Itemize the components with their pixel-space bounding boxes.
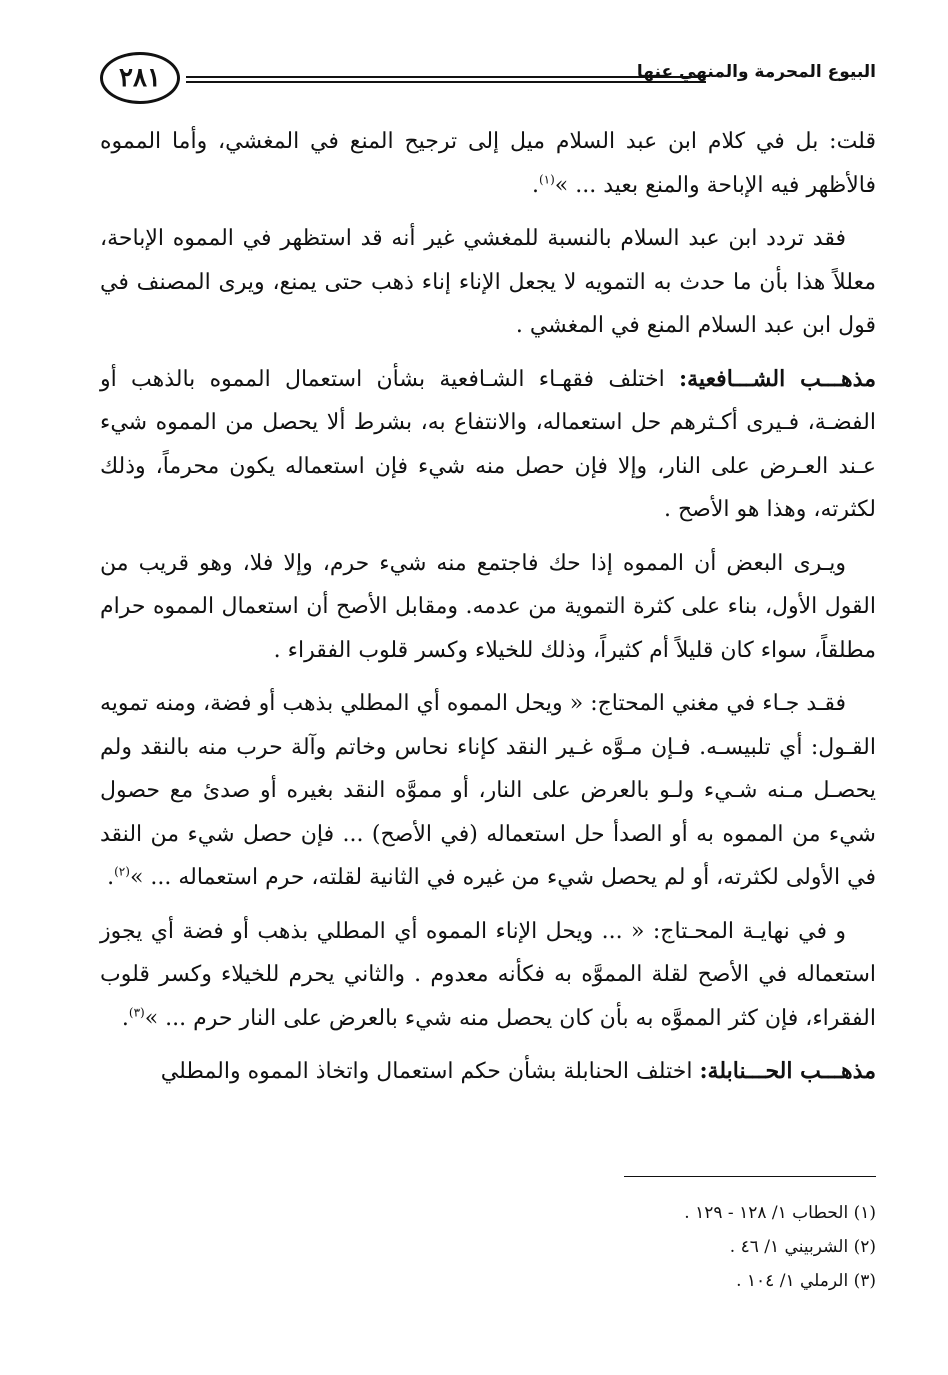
paragraph-text: اختلف الحنابلة بشأن حكم استعمال واتخاذ المموه والمطلي <box>160 1059 700 1084</box>
paragraph-1 <box>100 120 876 207</box>
section-heading-hanbali: مذهـــب الحـــنابلة: <box>699 1058 876 1084</box>
footnotes <box>476 1196 876 1298</box>
paragraph-tail: . <box>121 1005 129 1031</box>
footnote-marker: (١) <box>538 172 555 187</box>
page-header <box>100 48 876 110</box>
section-heading-shafii: مذهـــب الشـــافعية: <box>679 365 876 392</box>
paragraph-tail: . <box>531 172 539 198</box>
paragraph-3 <box>100 358 876 532</box>
paragraph-text: قلت: بل في كلام ابن عبد السلام ميل إلى ترجيح المنع في المغشي، وأما المموه فالأظهر فيه الإباحة والمنع بعيد ... » <box>100 129 876 198</box>
paragraph-text: فقد تردد ابن عبد السلام بالنسبة للمغشي غير أنه قد استظهر في المموه الإباحة، معللاً هذا بأن ما حدث به التمويه لا يجعل الإناء إناء ذهب حتى يمنع، ويرى المصنف في قول ابن عبد السلام المنع في المغشي . <box>100 226 876 338</box>
paragraph-6 <box>100 910 876 1041</box>
paragraph-5 <box>100 682 876 900</box>
footnote-separator <box>624 1176 876 1177</box>
page-number: ٢٨١ <box>100 52 180 104</box>
paragraph-text: فقـد جـاء في مغني المحتاج: « ويحل المموه أي المطلي بذهب أو فضة، ومنه تمويه القـول: أي تلبيسـه. فـإن مـوَّه غـير النقد كإناء نحاس وخاتم وآلة حرب منه بالنقد ولم يحصـل مـنه شـيء ولـو بالعرض على النار، أو مموَّه النقد بغيره أو صدئ مع حصول شيء من المموه به أو الصدأ حل استعماله (في الأصح) ... فإن حصل شيء من النقد في الأولى لكثرته، أو لم يحصل شيء من غيره في الثانية لقلته، حرم استعماله ... » <box>100 691 876 890</box>
paragraph-tail: . <box>107 865 115 890</box>
footnote-marker: (٢) <box>114 864 130 879</box>
footnote-marker: (٣) <box>128 1005 145 1020</box>
footnote-1: (١) الحطاب ١/ ١٢٨ - ١٢٩ . <box>684 1203 876 1223</box>
paragraph-4 <box>100 542 876 673</box>
header-double-rule <box>186 76 706 83</box>
paragraph-text: و في نهايـة المحـتاج: « ... ويحل الإناء المموه أي المطلي بذهب أو فضة أي يجوز استعماله في الأصح لقلة المموَّه به فكأنه معدوم . والثاني يحرم للخيلاء وكسر قلوب الفقراء، فإن كثر المموَّه به بأن كان يحصل منه شيء بالعرض على النار حرم ... » <box>100 918 876 1031</box>
footnote-2: (٢) الشربيني ١/ ٤٦ . <box>729 1237 876 1257</box>
paragraph-2 <box>100 217 876 348</box>
running-title: البيوع المحرمة والمنهي عنها <box>636 62 876 82</box>
paragraph-text: اختلف فقهـاء الشـافعية بشأن استعمال المموه بالذهب أو الفضـة، فـيرى أكـثرهم حل استعماله، والانتفاع به، بشرط ألا يحصل من المموه شيء عـند العـرض على النار، وإلا فإن حصل منه شيء فإن استعماله يكون محرماً، وذلك لكثرته، وهذا هو الأصح . <box>100 366 876 522</box>
footnote-3: (٣) الرملي ١/ ١٠٤ . <box>736 1271 876 1291</box>
paragraph-text: ويـرى البعض أن المموه إذا حك فاجتمع منه شيء حرم، وإلا فلا، وهو قريب من القول الأول، بناء على كثرة التموية من عدمه. ومقابل الأصح أن استعمال المموه حرام مطلقاً، سواء كان قليلاً أم كثيراً، وذلك للخيلاء وكسر قلوب الفقراء . <box>100 550 876 663</box>
body-text <box>100 120 876 1104</box>
paragraph-7 <box>100 1050 876 1094</box>
